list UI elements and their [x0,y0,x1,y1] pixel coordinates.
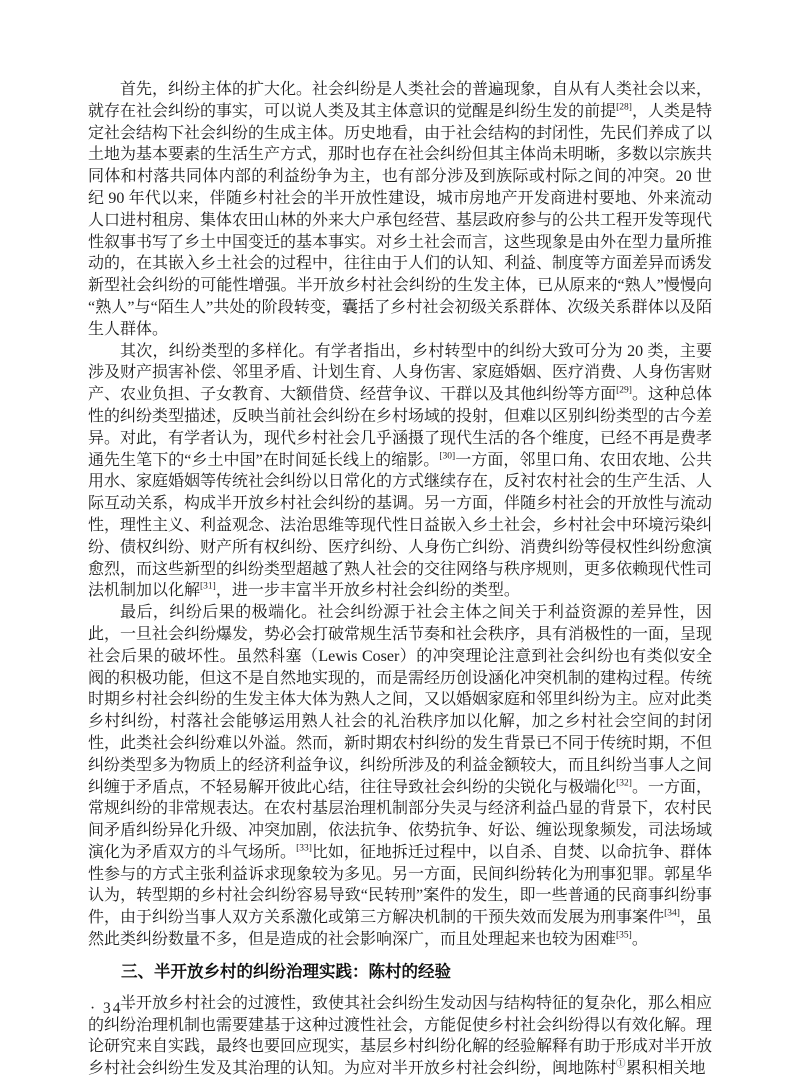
text-run: 累积相关地 [625,1060,706,1077]
text-run: 。 [631,931,648,949]
text-run: 其次，纠纷类型的多样化。有学者指出，乡村转型中的纠纷大致可分为 20 类，主要涉及财产损害补偿、邻里矛盾、计划生育、人身伤害、家庭婚姻、医疗消费、人身伤害财产、农业负担、子女教育、大额借贷、经营争议、干群以及其他纠纷等方面 [88,342,713,404]
citation-ref: [28] [616,102,632,113]
citation-ref: [33] [296,843,312,854]
citation-ref: [29] [616,385,632,396]
para-chen-village-intro [88,993,712,1077]
text-run: 。这种总体性的纠纷类型描述，反映当前社会纠纷在乡村场域的投射，但难以区别纠纷类型的古今差异。对此，有学者认为，现代乡村社会几乎涵摄了现代生活的各个维度，已经不再是费孝通先生笔下的“乡土中国”在时间延长线上的缩影。 [88,386,713,469]
citation-ref: [35] [616,930,632,941]
text-run: ，进一步丰富半开放乡村社会纠纷的类型。 [215,582,520,600]
text-run: 首先，纠纷主体的扩大化。社会纠纷是人类社会的普遍现象，自从有人类社会以来，就存在社会纠纷的事实，可以说人类及其主体意识的觉醒是纠纷生发的前提 [88,81,713,120]
para-dispute-subject-expansion [88,79,712,341]
citation-ref: [32] [616,778,632,789]
text-run: 最后，纠纷后果的极端化。社会纠纷源于社会主体之间关于利益资源的差异性，因此，一旦社会纠纷爆发，势必会打破常规生活节奏和社会秩序，具有消极性的一面，呈现社会后果的破坏性。虽然科塞（Lewis Coser）的冲突理论注意到社会纠纷也有类似安全阀的积极功能，但这不是自然地实现的，而是需经历创设涵化冲突机制的建构过程。传统时期乡村社会纠纷的生发主体大体为熟人之间，又以婚姻家庭和邻里纠纷为主。应对此类乡村纠纷，村落社会能够运用熟人社会的礼治秩序加以化解，加之乡村社会空间的封闭性，此类社会纠纷难以外溢。然而，新时期农村纠纷的发生背景已不同于传统时期，不但纠纷类型多为物质上的经济利益争议，纠纷所涉及的利益金额较大，而且纠纷当事人之间纠缠于矛盾点，不轻易解开彼此心结，往往导致社会纠纷的尖锐化与极端化 [88,604,713,796]
page-number: · 34 · [90,1000,136,1017]
para-dispute-consequence-extremization [88,602,712,951]
article-body [88,79,712,1077]
citation-ref: [34] [664,908,680,919]
text-run: 。一方面，常规纠纷的非常规表达。在农村基层治理机制部分失灵与经济利益凸显的背景下，农村民间矛盾纠纷异化升级、冲突加剧，依法抗争、依势抗争、好讼、缠讼现象频发，司法场域演化为矛盾双方的斗气场所。 [88,778,713,861]
citation-ref: [31] [200,582,216,592]
citation-ref: [30] [439,451,456,462]
section-heading-three [88,961,712,983]
text-run: ，虽然此类纠纷数量不多，但是造成的社会影响深广，而且处理起来也较为困难 [88,909,712,949]
text-run: ，人类是特定社会结构下社会纠纷的生成主体。历史地看，由于社会结构的封闭性，先民们养成了以土地为基本要素的生活生产方式，那时也存在社会纠纷但其主体尚未明晰，多数以宗族共同体和村落共同体内部的利益纷争为主，也有部分涉及到族际或村际之间的冲突。20 世纪 90 年代以来，伴随乡村社会的半开放性建设，城市房地产开发商进村要地、外来流动人口进村租房、集体农田山林的外来大户承包经营、基层政府参与的公共工程开发等现代性叙事书写了乡土中国变迁的基本事实。对乡土社会而言，这些现象是由外在型力量所推动的，在其嵌入乡土社会的过程中，往往由于人们的认知、利益、制度等方面差异而诱发新型社会纠纷的可能性增强。半开放乡村社会纠纷的生发主体，已从原来的“熟人”慢慢向“熟人”与“陌生人”共处的阶段转变，囊括了乡村社会初级关系群体、次级关系群体以及陌生人群体。 [88,102,713,338]
text-run: 比如，征地拆迁过程中，以自杀、自焚、以命抗争、群体性参与的方式主张利益诉求现象较为多见。另一方面，民间纠纷转化为刑事犯罪。郭星华认为，转型期的乡村社会纠纷容易导致“民转刑”案件的发生，即一些普通的民商事纠纷事件，由于纠纷当事人双方关系激化或第三方解决机制的干预失效而发展为刑事案件 [88,843,713,927]
footnote-ref: ① [616,1059,626,1070]
para-dispute-type-diversification [88,341,712,603]
text-run: 一方面，邻里口角、农田农地、公共用水、家庭婚姻等传统社会纠纷以日常化的方式继续存在，反衬农村社会的生产生活、人际互动关系，构成半开放乡村社会纠纷的基调。另一方面，伴随乡村社会的开放性与流动性，理性主义、利益观念、法治思维等现代性日益嵌入乡土社会，乡村社会中环境污染纠纷、债权纠纷、财产所有权纠纷、医疗纠纷、人身伤亡纠纷、消费纠纷等侵权性纠纷愈演愈烈，而这些新型的纠纷类型超越了熟人社会的交往网络与秩序规则，更多依赖现代性司法机制加以化解 [88,451,713,600]
text-run: 三、半开放乡村的纠纷治理实践：陈村的经验 [121,962,451,981]
text-run: 半开放乡村社会的过渡性，致使其社会纠纷生发动因与结构特征的复杂化，那么相应的纠纷治理机制也需要建基于这种过渡性社会，方能促使乡村社会纠纷得以有效化解。理论研究来自实践，最终也要回应现实，基层乡村纠纷化解的经验解释有助于形成对半开放乡村社会纠纷生发及其治理的认知。为应对半开放乡村社会纠纷，闽地陈村 [88,994,713,1077]
